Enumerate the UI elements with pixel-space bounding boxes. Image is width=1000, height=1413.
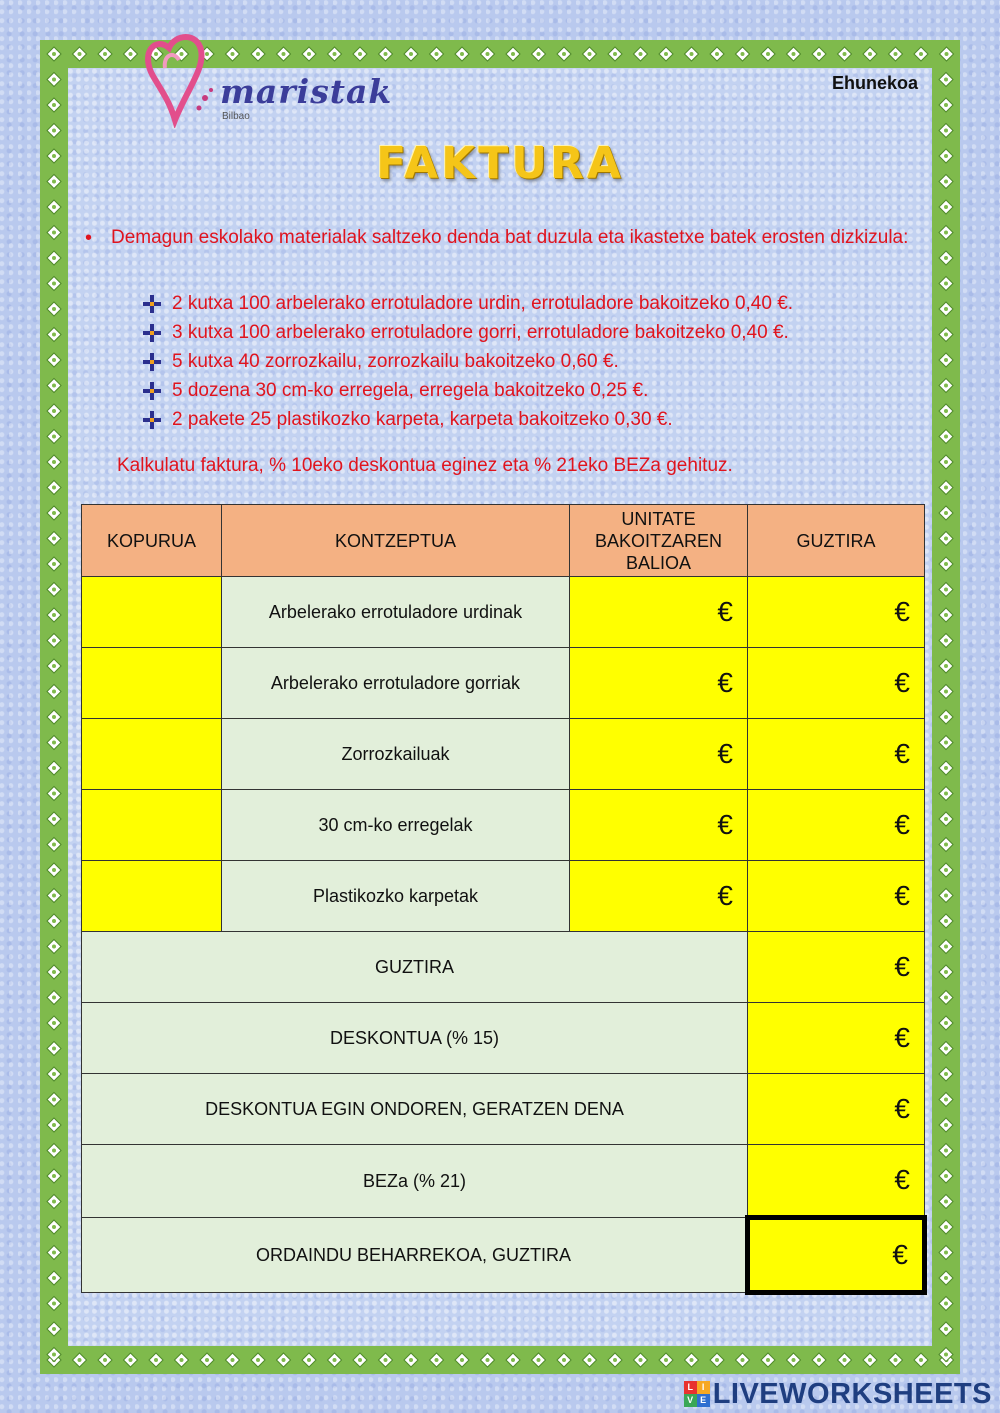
topic-label: Ehunekoa	[831, 73, 918, 93]
cross-bullet-icon	[143, 295, 161, 313]
diamond-ornament-dot	[944, 1225, 948, 1229]
quantity-input[interactable]	[82, 577, 222, 648]
quantity-input[interactable]	[82, 861, 222, 932]
diamond-ornament-dot	[52, 384, 56, 388]
header-concept: KONTZEPTUA	[222, 505, 570, 577]
unit-value-input[interactable]: €	[570, 861, 748, 932]
diamond-ornament-dot	[358, 1358, 362, 1362]
diamond-ornament-dot	[944, 766, 948, 770]
diamond-ornament-dot	[944, 231, 948, 235]
diamond-ornament-dot	[52, 1021, 56, 1025]
liveworksheets-logo-icon	[684, 1381, 710, 1407]
diamond-ornament-dot	[944, 817, 948, 821]
quantity-input[interactable]	[82, 648, 222, 719]
diamond-ornament-dot	[52, 333, 56, 337]
cross-bullet-icon	[143, 382, 161, 400]
diamond-ornament-dot	[307, 1358, 311, 1362]
diamond-ornament-dot	[639, 52, 643, 56]
concept-cell: 30 cm-ko erregelak	[222, 790, 570, 861]
header-unit-line: BAKOITZAREN	[594, 530, 723, 551]
diamond-ornament-dot	[52, 1098, 56, 1102]
diamond-ornament-dot	[944, 1353, 948, 1357]
badge-letter: L	[684, 1381, 697, 1394]
diamond-ornament-dot	[52, 843, 56, 847]
diamond-ornament-dot	[52, 613, 56, 617]
liveworksheets-wordmark: LIVEWORKSHEETS	[712, 1377, 992, 1410]
diamond-ornament-dot	[817, 52, 821, 56]
quantity-input[interactable]	[82, 790, 222, 861]
diamond-ornament-dot	[52, 639, 56, 643]
statement-text: Demagun eskolako materialak saltzeko denda bat duzula eta ikastetxe batek erosten dizkizula:	[111, 227, 909, 248]
diamond-ornament-dot	[944, 129, 948, 133]
unit-value-input[interactable]: €	[570, 648, 748, 719]
diamond-ornament-dot	[741, 52, 745, 56]
diamond-ornament-dot	[944, 256, 948, 260]
diamond-ornament-dot	[894, 1358, 898, 1362]
diamond-ornament-dot	[894, 52, 898, 56]
diamond-ornament-dot	[944, 1072, 948, 1076]
diamond-ornament-dot	[52, 766, 56, 770]
discount-input[interactable]: €	[748, 1003, 925, 1074]
diamond-ornament-dot	[944, 103, 948, 107]
line-total-input[interactable]: €	[748, 577, 925, 648]
diamond-ornament-dot	[52, 1225, 56, 1229]
logo-subtitle: Bilbao	[222, 111, 250, 122]
diamond-ornament-dot	[52, 1047, 56, 1051]
diamond-ornament-dot	[944, 1123, 948, 1127]
diamond-ornament-dot	[715, 1358, 719, 1362]
diamond-ornament-dot	[944, 435, 948, 439]
task-instruction: Kalkulatu faktura, % 10eko deskontua eginez eta % 21eko BEZa gehituz.	[117, 455, 733, 476]
diamond-ornament-dot	[52, 409, 56, 413]
summary-row-discount	[82, 1003, 925, 1074]
diamond-ornament-dot	[944, 282, 948, 286]
summary-label: ORDAINDU BEHARREKOA, GUZTIRA	[82, 1218, 748, 1293]
diamond-ornament-dot	[537, 52, 541, 56]
diamond-ornament-dot	[52, 256, 56, 260]
diamond-ornament-dot	[664, 52, 668, 56]
diamond-ornament-dot	[180, 1358, 184, 1362]
diamond-ornament-dot	[944, 384, 948, 388]
diamond-ornament-dot	[944, 613, 948, 617]
diamond-ornament-dot	[944, 333, 948, 337]
page-title: FAKTURA	[376, 138, 624, 189]
diamond-ornament-dot	[944, 409, 948, 413]
diamond-ornament-dot	[690, 52, 694, 56]
diamond-ornament-dot	[460, 1358, 464, 1362]
bullet-icon: •	[85, 227, 93, 249]
diamond-ornament-dot	[409, 52, 413, 56]
diamond-ornament-dot	[945, 52, 949, 56]
diamond-ornament-dot	[944, 1174, 948, 1178]
list-item	[140, 318, 940, 347]
diamond-ornament-dot	[944, 996, 948, 1000]
vat-input[interactable]: €	[748, 1145, 925, 1218]
diamond-ornament-dot	[944, 460, 948, 464]
concept-cell: Arbelerako errotuladore gorriak	[222, 648, 570, 719]
diamond-ornament-dot	[588, 1358, 592, 1362]
diamond-ornament-dot	[588, 52, 592, 56]
list-item-text: 5 kutxa 40 zorrozkailu, zorrozkailu bakoitzeko 0,60 €.	[172, 351, 619, 372]
diamond-ornament-dot	[817, 1358, 821, 1362]
diamond-ornament-dot	[78, 1358, 82, 1362]
summary-row-vat	[82, 1145, 925, 1218]
concept-cell: Zorrozkailuak	[222, 719, 570, 790]
diamond-ornament-dot	[231, 1358, 235, 1362]
diamond-ornament-dot	[944, 537, 948, 541]
diamond-ornament-dot	[944, 690, 948, 694]
diamond-ornament-dot	[52, 894, 56, 898]
diamond-ornament-dot	[52, 970, 56, 974]
list-item	[140, 347, 940, 376]
list-item-text: 2 pakete 25 plastikozko karpeta, karpeta bakoitzeko 0,30 €.	[172, 409, 673, 430]
invoice-table	[81, 504, 927, 1295]
list-item-text: 5 dozena 30 cm-ko erregela, erregela bakoitzeko 0,25 €.	[172, 380, 649, 401]
diamond-ornament-dot	[511, 1358, 515, 1362]
diamond-ornament-dot	[409, 1358, 413, 1362]
line-total-input[interactable]: €	[748, 648, 925, 719]
diamond-ornament-dot	[944, 1149, 948, 1153]
diamond-ornament-dot	[52, 1123, 56, 1127]
diamond-ornament-dot	[944, 1021, 948, 1025]
diamond-ornament-dot	[52, 103, 56, 107]
summary-label: GUZTIRA	[82, 932, 748, 1003]
grand-total-input[interactable]: €	[748, 1218, 925, 1293]
header-unit-line: BALIOA	[625, 552, 692, 573]
diamond-ornament-dot	[741, 1358, 745, 1362]
diamond-ornament-dot	[766, 1358, 770, 1362]
diamond-ornament-dot	[52, 1174, 56, 1178]
diamond-ornament-dot	[562, 52, 566, 56]
diamond-ornament-dot	[639, 1358, 643, 1362]
diamond-ornament-dot	[944, 588, 948, 592]
line-total-input[interactable]: €	[748, 861, 925, 932]
list-item-text: 2 kutxa 100 arbelerako errotuladore urdin, errotuladore bakoitzeko 0,40 €.	[172, 293, 794, 314]
diamond-ornament-dot	[944, 1098, 948, 1102]
purchase-list	[140, 289, 940, 434]
list-item-text: 3 kutxa 100 arbelerako errotuladore gorri, errotuladore bakoitzeko 0,40 €.	[172, 322, 789, 343]
diamond-ornament-dot	[792, 52, 796, 56]
header-total: GUZTIRA	[748, 505, 925, 577]
diamond-ornament-dot	[256, 1358, 260, 1362]
diamond-ornament-dot	[944, 486, 948, 490]
diamond-ornament-dot	[944, 1327, 948, 1331]
diamond-ornament-dot	[944, 970, 948, 974]
diamond-ornament-dot	[52, 1302, 56, 1306]
diamond-ornament-dot	[715, 52, 719, 56]
table-row	[82, 790, 925, 861]
list-item	[140, 289, 940, 318]
diamond-ornament-dot	[944, 1276, 948, 1280]
table-row	[82, 719, 925, 790]
diamond-ornament-dot	[944, 741, 948, 745]
summary-label: DESKONTUA (% 15)	[82, 1003, 748, 1074]
diamond-ornament-dot	[52, 792, 56, 796]
cross-bullet-icon	[143, 353, 161, 371]
diamond-ornament-dot	[52, 868, 56, 872]
diamond-ornament-dot	[944, 78, 948, 82]
diamond-ornament-dot	[52, 1276, 56, 1280]
diamond-ornament-dot	[52, 1327, 56, 1331]
diamond-ornament-dot	[944, 792, 948, 796]
diamond-ornament-dot	[52, 435, 56, 439]
diamond-ornament-dot	[944, 205, 948, 209]
summary-label: DESKONTUA EGIN ONDOREN, GERATZEN DENA	[82, 1074, 748, 1145]
diamond-ornament-dot	[384, 52, 388, 56]
diamond-ornament-dot	[944, 868, 948, 872]
diamond-ornament-dot	[52, 307, 56, 311]
diamond-ornament-dot	[52, 129, 56, 133]
table-row	[82, 648, 925, 719]
summary-row-subtotal	[82, 932, 925, 1003]
diamond-ornament-dot	[944, 664, 948, 668]
diamond-ornament-dot	[944, 945, 948, 949]
diamond-ornament-dot	[944, 307, 948, 311]
diamond-ornament-dot	[154, 1358, 158, 1362]
diamond-ornament-dot	[52, 1072, 56, 1076]
diamond-ornament-dot	[52, 511, 56, 515]
diamond-ornament-dot	[690, 1358, 694, 1362]
subtotal-input[interactable]: €	[748, 932, 925, 1003]
diamond-ornament-dot	[792, 1358, 796, 1362]
table-row	[82, 861, 925, 932]
diamond-ornament-dot	[562, 1358, 566, 1362]
diamond-ornament-dot	[944, 639, 948, 643]
diamond-ornament-dot	[52, 1200, 56, 1204]
diamond-ornament-dot	[52, 282, 56, 286]
diamond-ornament-dot	[944, 843, 948, 847]
diamond-ornament-dot	[435, 52, 439, 56]
diamond-ornament-dot	[944, 1047, 948, 1051]
diamond-ornament-dot	[486, 1358, 490, 1362]
diamond-ornament-dot	[52, 741, 56, 745]
diamond-ornament-dot	[52, 78, 56, 82]
diamond-ornament-dot	[511, 52, 515, 56]
diamond-ornament-dot	[52, 52, 56, 56]
concept-cell: Plastikozko karpetak	[222, 861, 570, 932]
diamond-ornament-dot	[129, 52, 133, 56]
diamond-ornament-dot	[919, 52, 923, 56]
diamond-ornament-dot	[52, 537, 56, 541]
diamond-ornament-dot	[282, 1358, 286, 1362]
diamond-ornament-dot	[664, 1358, 668, 1362]
unit-value-input[interactable]: €	[570, 719, 748, 790]
cross-bullet-icon	[143, 411, 161, 429]
diamond-ornament-dot	[52, 945, 56, 949]
diamond-ornament-dot	[944, 562, 948, 566]
diamond-ornament-dot	[52, 664, 56, 668]
problem-statement	[85, 223, 925, 253]
diamond-ornament-dot	[843, 1358, 847, 1362]
diamond-ornament-dot	[52, 486, 56, 490]
footer-brand	[684, 1378, 992, 1410]
diamond-ornament-dot	[129, 1358, 133, 1362]
badge-letter: E	[697, 1394, 710, 1407]
diamond-ornament-dot	[944, 894, 948, 898]
diamond-ornament-dot	[52, 919, 56, 923]
diamond-ornament-dot	[944, 358, 948, 362]
diamond-ornament-dot	[766, 52, 770, 56]
diamond-ornament-dot	[52, 588, 56, 592]
diamond-ornament-dot	[384, 1358, 388, 1362]
unit-value-input[interactable]: €	[570, 790, 748, 861]
line-total-input[interactable]: €	[748, 790, 925, 861]
summary-row-grand-total	[82, 1218, 925, 1293]
diamond-ornament-dot	[944, 1302, 948, 1306]
diamond-ornament-dot	[944, 1251, 948, 1255]
table-header-row	[82, 505, 925, 577]
logo-wordmark: maristak	[220, 72, 393, 111]
after-discount-input[interactable]: €	[748, 1074, 925, 1145]
diamond-ornament-dot	[52, 690, 56, 694]
diamond-ornament-dot	[103, 1358, 107, 1362]
diamond-ornament-dot	[52, 205, 56, 209]
diamond-ornament-dot	[944, 919, 948, 923]
diamond-ornament-dot	[486, 52, 490, 56]
diamond-ornament-dot	[944, 511, 948, 515]
list-item	[140, 405, 940, 434]
diamond-ornament-dot	[868, 52, 872, 56]
header-quantity: KOPURUA	[82, 505, 222, 577]
diamond-ornament-dot	[52, 562, 56, 566]
diamond-ornament-dot	[52, 817, 56, 821]
diamond-ornament-dot	[613, 1358, 617, 1362]
diamond-ornament-dot	[52, 231, 56, 235]
diamond-ornament-dot	[52, 715, 56, 719]
diamond-ornament-dot	[52, 996, 56, 1000]
diamond-ornament-dot	[460, 52, 464, 56]
quantity-input[interactable]	[82, 719, 222, 790]
diamond-ornament-dot	[537, 1358, 541, 1362]
diamond-ornament-dot	[843, 52, 847, 56]
diamond-ornament-dot	[944, 715, 948, 719]
diamond-ornament-dot	[78, 52, 82, 56]
header-unit-line: UNITATE	[621, 508, 696, 529]
diamond-ornament-dot	[613, 52, 617, 56]
summary-label: BEZa (% 21)	[82, 1145, 748, 1218]
summary-row-after-discount	[82, 1074, 925, 1145]
diamond-ornament-dot	[52, 1353, 56, 1357]
header-unit-value	[570, 505, 748, 577]
diamond-ornament-dot	[944, 1200, 948, 1204]
line-total-input[interactable]: €	[748, 719, 925, 790]
diamond-ornament-dot	[52, 460, 56, 464]
unit-value-input[interactable]: €	[570, 577, 748, 648]
badge-letter: V	[684, 1394, 697, 1407]
diamond-ornament-dot	[103, 52, 107, 56]
diamond-ornament-dot	[52, 358, 56, 362]
diamond-ornament-dot	[333, 1358, 337, 1362]
concept-cell: Arbelerako errotuladore urdinak	[222, 577, 570, 648]
list-item	[140, 376, 940, 405]
diamond-ornament-dot	[919, 1358, 923, 1362]
cross-bullet-icon	[143, 324, 161, 342]
diamond-ornament-dot	[52, 1251, 56, 1255]
diamond-ornament-dot	[205, 1358, 209, 1362]
diamond-ornament-dot	[52, 1149, 56, 1153]
diamond-ornament-dot	[868, 1358, 872, 1362]
badge-letter: I	[697, 1381, 710, 1394]
table-row	[82, 577, 925, 648]
diamond-ornament-dot	[435, 1358, 439, 1362]
